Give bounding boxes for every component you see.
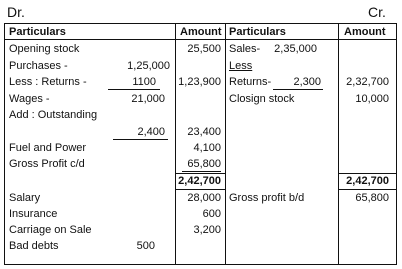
cr-label: Cr. <box>368 4 386 20</box>
closing-stock-label: Closign stock <box>229 93 295 105</box>
carriage-label: Carriage on Sale <box>9 224 92 236</box>
returns-underline <box>108 89 160 90</box>
purchases-label: Purchases - <box>9 60 68 72</box>
add-outstanding-label: Add : Outstanding <box>9 109 98 121</box>
opening-stock-amount: 25,500 <box>187 43 221 55</box>
less-returns-value: 1100 <box>132 76 156 88</box>
purchases-value: 1,25,000 <box>127 60 170 72</box>
salary-label: Salary <box>9 192 41 204</box>
dr-label: Dr. <box>7 4 25 20</box>
fuel-power-amount: 4,100 <box>193 142 221 154</box>
wages-total-amount: 23,400 <box>187 126 221 138</box>
less-returns-label: Less : Returns - <box>9 76 87 88</box>
left-border <box>4 23 5 265</box>
net-sales-amount: 2,32,700 <box>346 76 389 88</box>
wages-label: Wages - <box>9 93 50 105</box>
right-total-rule-top <box>339 173 396 174</box>
sales-label: Sales- <box>229 43 261 55</box>
bad-debts-label: Bad debts <box>9 240 59 252</box>
sales-value: 2,35,000 <box>274 43 317 55</box>
less-label: Less <box>229 60 253 72</box>
gross-profit-underline <box>182 171 221 172</box>
wages-value: 21,000 <box>131 93 165 105</box>
left-total-rule-bottom <box>176 189 225 190</box>
closing-stock-amount: 10,000 <box>355 93 389 105</box>
returns-value: 2,300 <box>293 76 321 88</box>
left-particulars-header: Particulars <box>9 26 66 38</box>
divider-center <box>225 23 226 265</box>
credit-total: 2,42,700 <box>346 175 389 187</box>
insurance-label: Insurance <box>9 208 58 220</box>
credit-returns-underline <box>273 89 323 90</box>
gross-profit-cd-label: Gross Profit c/d <box>9 158 85 170</box>
divider-right-amount <box>338 23 339 265</box>
net-purchases-amount: 1,23,900 <box>178 76 221 88</box>
left-amount-header: Amount <box>180 26 222 38</box>
right-total-rule-bottom <box>339 189 396 190</box>
gross-profit-bd-amount: 65,800 <box>355 192 389 204</box>
bad-debts-value: 500 <box>136 240 155 252</box>
gross-profit-bd-label: Gross profit b/d <box>229 192 305 204</box>
right-border <box>396 23 397 265</box>
right-particulars-header: Particulars <box>229 26 286 38</box>
debit-total: 2,42,700 <box>178 175 221 187</box>
insurance-amount: 600 <box>202 208 221 220</box>
outstanding-value: 2,400 <box>137 126 165 138</box>
left-total-rule-top <box>176 173 225 174</box>
gross-profit-cd-amount: 65,800 <box>187 158 221 170</box>
outstanding-underline <box>113 139 168 140</box>
fuel-power-label: Fuel and Power <box>9 142 87 154</box>
right-amount-header: Amount <box>344 26 386 38</box>
carriage-amount: 3,200 <box>193 224 221 236</box>
opening-stock-label: Opening stock <box>9 43 80 55</box>
returns-label: Returns- <box>229 76 272 88</box>
salary-amount: 28,000 <box>187 192 221 204</box>
